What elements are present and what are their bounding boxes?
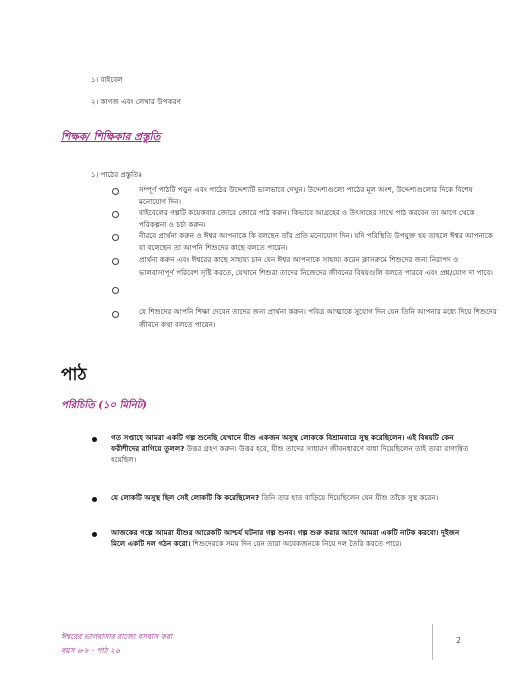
prep-item: নীরবে প্রার্থনা করুন ও ঈশ্বর আপনাকে কি বলছেন তাঁর প্রতি মনোযোগ দিন। যদি পরিস্থিতি উপযুক্ত হয় তাহলে ঈশ্বর আপনাকে xyxy=(139,231,493,240)
paragraph-line: ফরীশীদের রাগিয়ে তুলল? উত্তর গ্রহণ করুন। উত্তর হবে, যীশু তাদের সাধারণ জীবনধারণে বাধা দিয়েছিলেন তাই তারা রাগান্বিত xyxy=(111,444,469,453)
material-item-paper: ২। কাগজ এবং লেখার উপকরণ xyxy=(91,97,182,106)
circle-bullet-icon xyxy=(112,188,119,195)
paragraph-line: যে লোকটি অসুস্থ ছিল সেই লোকটি কি করেছিলেন? তিনি তার হাত বাড়িয়ে দিয়েছিলেন যেন যীশু তাঁকে সুস্থ করেন। xyxy=(111,493,439,502)
teacher-prep-heading: শিক্ষক/ শিক্ষিকার প্রস্তুতি xyxy=(61,131,161,143)
intro-paragraph-3 xyxy=(111,527,491,549)
footer-subtitle: বয়স ৬-৮ · পাঠ ২৬ xyxy=(61,646,120,655)
prep-item: যে শিশুদের আপনি শিক্ষা দেবেন তাদের জন্য প্রার্থনা করুন। পবিত্র আত্মাকে সুযোগ দিন যেন তিনি আপনার মধ্যে দিয়ে শিশুদের xyxy=(139,307,497,316)
intro-paragraph-1 xyxy=(111,432,491,465)
bullet-icon xyxy=(92,497,97,502)
prep-item-cont: ভালবাসাপূর্ণ পরিবেশ সৃষ্টি করতে, যেখানে শিশুরা তাদের নিজেদের জীবনের বিষয়গুলি বলতে পারবে এবং প্রশ্ন/যোগ দা পাবে। xyxy=(139,268,493,277)
prep-item-cont: জীবনে কথা বলতে পারেন। xyxy=(139,320,216,329)
paragraph-line: মিলে একটি দল গঠন করো। শিশুদেরকে সময় দিন যেন তারা অবেকজনকে নিয়ে দল তৈরি করতে পারে। xyxy=(111,539,402,548)
prep-item-cont: পরিকল্পনা ও চর্চা করুন। xyxy=(139,220,206,229)
intro-paragraph-2 xyxy=(111,492,491,503)
circle-bullet-icon xyxy=(112,311,119,318)
circle-bullet-icon xyxy=(112,234,119,241)
circle-bullet-icon xyxy=(112,287,119,294)
circle-bullet-icon xyxy=(112,258,119,265)
prep-list-title: ১। পাঠের প্রস্তুতিঃ xyxy=(91,170,143,179)
prep-item-cont: যা বলেছেন তা আপনি শিশুদের কাছে বলতে পারেন। xyxy=(139,243,288,252)
paragraph-line: আজকের গল্পে আমরা যীশুর আরেকটি আশ্চর্য ঘটনার গল্প শুনব। গল্প শুরু করার আগে আমরা একটি নাটক করবো। দুইজন xyxy=(111,528,460,537)
footer-title: ঈশ্বরের ভালবাসার রাজ্যে বসবাস করা xyxy=(61,632,173,641)
bullet-icon xyxy=(92,532,97,537)
circle-bullet-icon xyxy=(112,211,119,218)
intro-heading: পরিচিতি (১০ মিনিট) xyxy=(61,400,147,411)
paragraph-line: গত সপ্তাহে আমরা একটি গল্প শুনেছি যেখানে যীশু একজন অসুস্থ লোককে বিশ্রামবারে সুস্থ করেছিলেন। এই বিষয়টি কেন xyxy=(111,433,454,442)
material-item-bible: ১। বাইবেল xyxy=(91,75,123,84)
prep-item-cont: মনোযোগ দিন। xyxy=(139,197,182,206)
page-number: 2 xyxy=(456,636,462,645)
prep-item: সম্পূর্ণ পাঠটি পড়ুন এবং পাঠের উদ্দেশ্যটি ভালভাবে দেখুন। উদ্দেশ্যগুলো পাঠের মূল অংশ, উদ্দেশ্যগুলোর দিকে বিশেষ xyxy=(139,185,473,194)
paragraph-line: হয়েছিল। xyxy=(111,455,137,464)
prep-item: প্রার্থনা করুন এবং ঈশ্বরের কাছে সাহায্য চান যেন ঈশ্বর আপনাকে সাহায্য করেন ক্লাসরুমে শিশুদের জন্য নিরাপদ ও xyxy=(139,255,459,264)
prep-item: বাইবেলের গল্পটি কয়েকবার জোরে জোরে পাঠ করুন। কিভাবে আগ্রহের ও উৎসাহের সাথে পাঠ করবেন তা আগে থেকে xyxy=(139,208,475,217)
bullet-icon xyxy=(92,437,97,442)
lesson-heading: পাঠ xyxy=(61,365,87,385)
